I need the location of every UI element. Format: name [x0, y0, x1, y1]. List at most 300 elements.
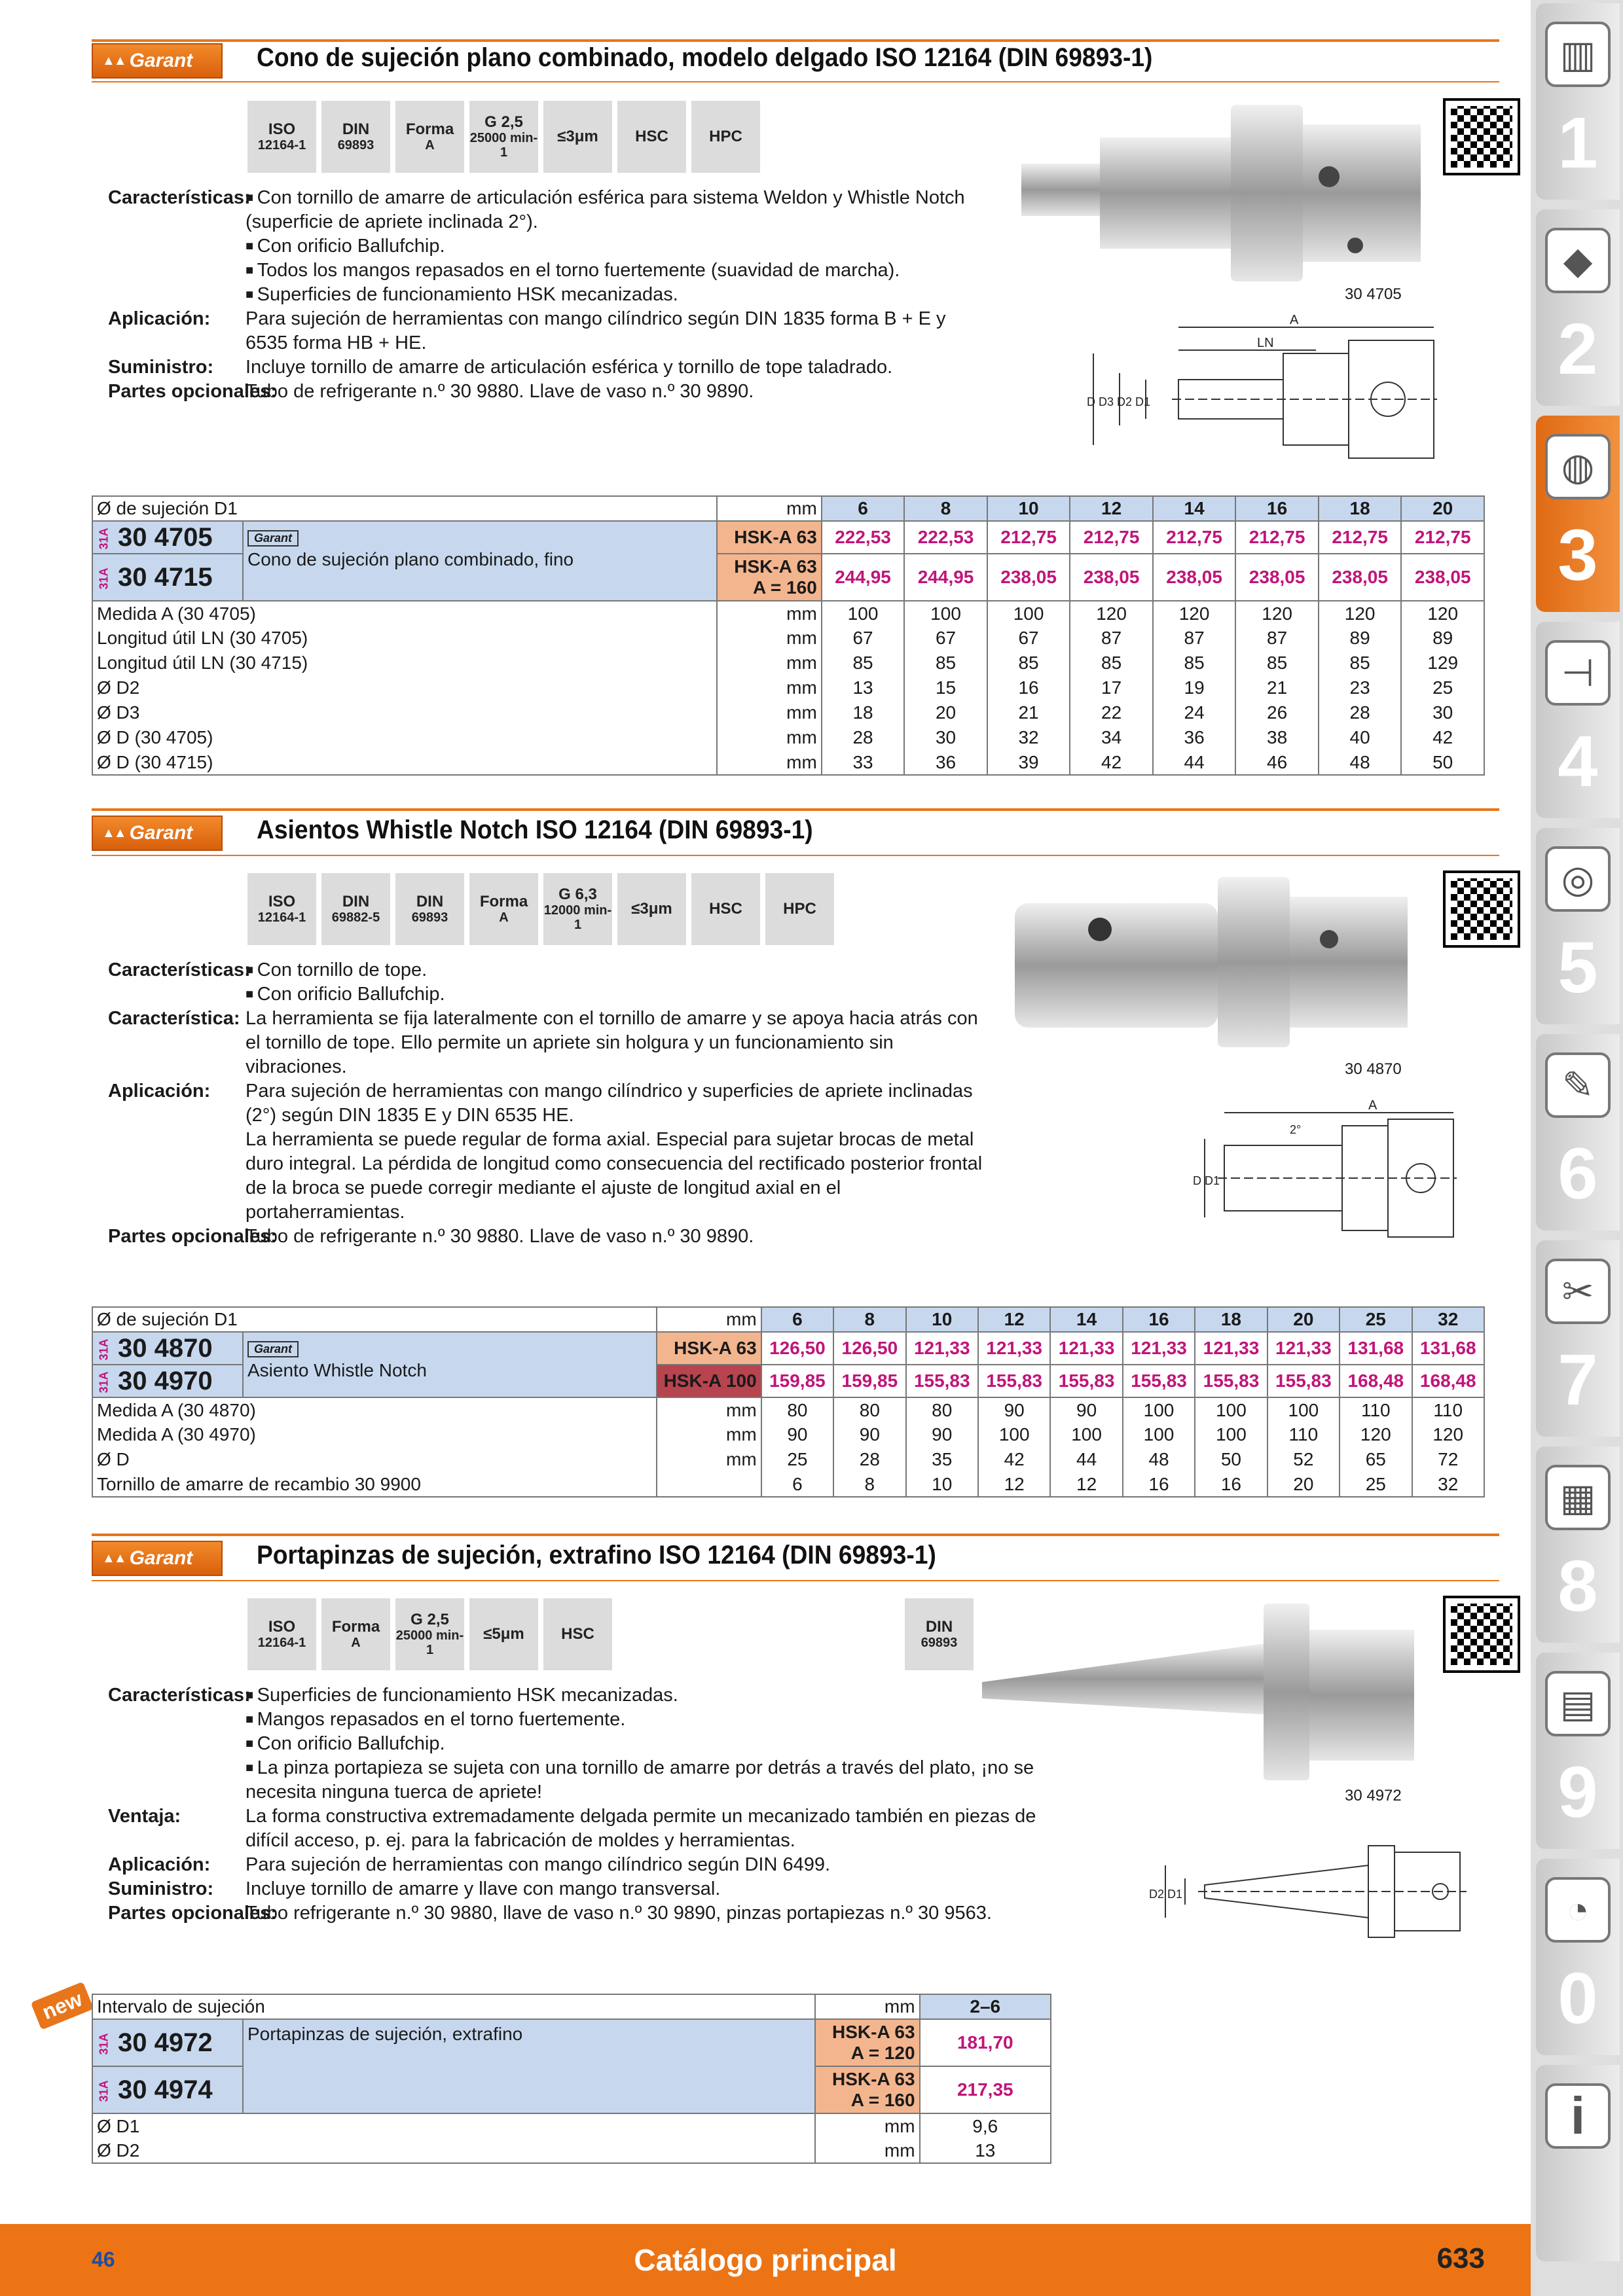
property-value: ■ Con orificio Ballufchip.	[246, 234, 985, 259]
column-header: 18	[1319, 496, 1402, 521]
price: 155,83	[978, 1365, 1050, 1397]
column-header: 18	[1195, 1307, 1267, 1332]
spec-value: 89	[1401, 626, 1484, 651]
svg-text:2°: 2°	[1290, 1123, 1302, 1136]
spec-value: 17	[1070, 675, 1153, 700]
properties	[108, 1683, 1057, 1926]
spec-value: 23	[1319, 675, 1402, 700]
spec-value: 30	[904, 725, 987, 750]
article-row	[92, 2019, 1051, 2066]
hsk-interface: HSK-A 63 A = 120	[815, 2019, 920, 2066]
spec-value: 52	[1267, 1447, 1340, 1472]
article-description	[243, 2019, 815, 2113]
badge-line-1: HSC	[709, 899, 742, 918]
availability-tag: 31A	[97, 567, 111, 589]
spec-value: 100	[1123, 1397, 1195, 1422]
badge-line-2: 12000 min-1	[543, 903, 612, 933]
garant-logo: ▲▲ Garant	[92, 816, 223, 851]
spec-value: 20	[904, 700, 987, 725]
spec-value: 120	[1153, 601, 1236, 626]
property-value: Para sujeción de herramientas con mango cilíndrico y superficies de apriete inclinadas (2°) según DIN 1835 E y DIN 6535 HE.	[246, 1081, 973, 1126]
svg-text:D D3 D2 D1: D D3 D2 D1	[1087, 395, 1151, 408]
spec-row	[92, 750, 1484, 775]
garant-logo: ▲▲ Garant	[92, 1541, 223, 1576]
badge-line-1: Forma	[405, 120, 454, 138]
price: 121,33	[906, 1332, 978, 1365]
spec-unit: mm	[717, 750, 822, 775]
spec-value: 80	[833, 1397, 905, 1422]
spec-value: 85	[904, 651, 987, 675]
price: 238,05	[1235, 554, 1319, 601]
property-value: ■ Todos los mangos repasados en el torno fuertemente (suavidad de marcha).	[246, 259, 985, 283]
price: 121,33	[978, 1332, 1050, 1365]
spec-badge	[617, 873, 686, 945]
svg-text:LN: LN	[1257, 336, 1274, 350]
property-label: Ventaja:	[108, 1806, 181, 1827]
spec-unit: mm	[657, 1422, 761, 1447]
spec-row	[92, 700, 1484, 725]
unit-label: mm	[815, 1994, 920, 2019]
price: 121,33	[1267, 1332, 1340, 1365]
spec-value: 85	[822, 651, 905, 675]
property-row	[108, 1683, 1057, 1708]
spec-badge	[765, 873, 834, 945]
price: 222,53	[904, 521, 987, 554]
article-caption: 30 4972	[1345, 1787, 1402, 1804]
spec-row	[92, 601, 1484, 626]
price: 168,48	[1412, 1365, 1485, 1397]
badge-line-2: 12164-1	[257, 138, 306, 153]
property-value: ■ Con tornillo de amarre de articulación esférica para sistema Weldon y Whistle Notch (superficie de apriete inclinada 2°).	[246, 186, 985, 234]
spec-value: 30	[1401, 700, 1484, 725]
chapter-0-icon: ◔	[1545, 1877, 1611, 1943]
spec-value: 21	[1235, 675, 1319, 700]
property-label: Suministro:	[108, 1878, 214, 1899]
product-photo	[976, 1597, 1427, 1787]
property-row	[108, 234, 985, 259]
property-value: Tubo de refrigerante n.º 30 9880. Llave de vaso n.º 30 9890.	[246, 381, 754, 402]
spec-label: Ø D (30 4705)	[92, 725, 717, 750]
spec-unit: mm	[717, 675, 822, 700]
property-value: La herramienta se fija lateralmente con el tornillo de amarre y se apoya hacia atrás con el tornillo de tope. Ello permite un apriete sin holgura y un funcionamiento sin vibraciones.	[246, 1008, 978, 1077]
column-header: 12	[1070, 496, 1153, 521]
property-value: ■ Mangos repasados en el torno fuertemente.	[246, 1708, 1057, 1732]
article-number	[92, 1365, 243, 1397]
chapter-tab-i[interactable]	[1536, 2065, 1620, 2261]
badge-row	[247, 873, 834, 945]
spec-value: 80	[761, 1397, 833, 1422]
chapter-number: 6	[1558, 1134, 1598, 1214]
chapter-tab-2[interactable]	[1536, 209, 1620, 406]
spec-row	[92, 1472, 1484, 1497]
spec-value: 85	[1319, 651, 1402, 675]
availability-tag: 31A	[97, 2032, 111, 2054]
property-row	[108, 259, 985, 283]
spec-value: 34	[1070, 725, 1153, 750]
section-title: Cono de sujeción plano combinado, modelo delgado ISO 12164 (DIN 69893-1)	[257, 43, 1153, 72]
spec-value: 22	[1070, 700, 1153, 725]
price: 126,50	[761, 1332, 833, 1365]
badge-line-2: 12164-1	[257, 1636, 306, 1651]
table-header-row	[92, 1994, 1051, 2019]
spec-value: 25	[1401, 675, 1484, 700]
spec-value: 89	[1319, 626, 1402, 651]
spec-value: 100	[1195, 1422, 1267, 1447]
spec-value: 120	[1401, 601, 1484, 626]
spec-value: 85	[1070, 651, 1153, 675]
article-caption: 30 4705	[1345, 285, 1402, 303]
chapter-8-icon: ▦	[1545, 1465, 1611, 1530]
article-no: 30 4715	[118, 562, 213, 592]
spec-value: 16	[987, 675, 1070, 700]
article-number	[92, 2066, 243, 2113]
chapter-tab-6[interactable]	[1536, 1034, 1620, 1230]
spec-unit: mm	[657, 1447, 761, 1472]
technical-drawing	[1080, 314, 1447, 484]
properties	[108, 186, 985, 404]
property-row	[108, 1877, 1057, 1901]
spec-value: 25	[1340, 1472, 1412, 1497]
price: 238,05	[1153, 554, 1236, 601]
property-label	[108, 1756, 246, 1804]
din-badge: DIN 69893	[905, 1598, 974, 1670]
spec-value: 87	[1070, 626, 1153, 651]
garant-mini-logo: Garant	[247, 530, 299, 547]
availability-tag: 31A	[97, 1371, 111, 1393]
chapter-tab-8[interactable]	[1536, 1446, 1620, 1643]
price: 238,05	[1319, 554, 1402, 601]
property-label: Características:	[108, 187, 251, 208]
spec-badge	[321, 873, 390, 945]
spec-value: 90	[978, 1397, 1050, 1422]
spec-badge	[617, 101, 686, 173]
property-label	[108, 1708, 246, 1732]
chapter-tab-9[interactable]	[1536, 1653, 1620, 1849]
hsk-interface: HSK-A 100	[657, 1365, 761, 1397]
price: 155,83	[906, 1365, 978, 1397]
property-row	[108, 1853, 1057, 1877]
property-value: ■ Con orificio Ballufchip.	[246, 1732, 1057, 1756]
spec-unit: mm	[717, 651, 822, 675]
page-number-right: 633	[1436, 2242, 1485, 2274]
property-label: Característica:	[108, 1008, 240, 1029]
spec-label: Ø D3	[92, 700, 717, 725]
spec-value: 32	[987, 725, 1070, 750]
article-no: 30 4870	[118, 1333, 213, 1363]
column-header-label: Ø de sujeción D1	[92, 1307, 657, 1332]
property-label	[108, 283, 246, 307]
price: 217,35	[920, 2066, 1051, 2113]
garant-logo: ▲▲ Garant	[92, 43, 223, 79]
price: 212,75	[1319, 521, 1402, 554]
column-header: 6	[822, 496, 905, 521]
article-table-3	[92, 1994, 1051, 2164]
spec-value: 13	[920, 2138, 1051, 2163]
column-header: 6	[761, 1307, 833, 1332]
chapter-1-icon: ▥	[1545, 22, 1611, 87]
spec-value: 87	[1153, 626, 1236, 651]
spec-value: 33	[822, 750, 905, 775]
svg-text:A: A	[1368, 1100, 1377, 1113]
property-label: Partes opcionales:	[108, 381, 277, 402]
price: 181,70	[920, 2019, 1051, 2066]
technical-drawing	[1146, 1826, 1473, 1957]
badge-line-1: G 2,5	[410, 1610, 449, 1628]
price: 159,85	[761, 1365, 833, 1397]
chapter-tab-0[interactable]	[1536, 1859, 1620, 2055]
column-header: 8	[833, 1307, 905, 1332]
price: 212,75	[1401, 521, 1484, 554]
property-row	[108, 1708, 1057, 1732]
spec-row	[92, 1422, 1484, 1447]
property-row	[108, 1756, 1057, 1804]
spec-value: 21	[987, 700, 1070, 725]
spec-badge	[321, 1598, 390, 1670]
availability-tag: 31A	[97, 527, 111, 549]
price: 126,50	[833, 1332, 905, 1365]
properties	[108, 958, 985, 1249]
price: 238,05	[987, 554, 1070, 601]
spec-label: Longitud útil LN (30 4715)	[92, 651, 717, 675]
chapter-number: 5	[1558, 927, 1598, 1008]
property-label	[108, 982, 246, 1007]
spec-value: 46	[1235, 750, 1319, 775]
page-number-left: 46	[92, 2248, 115, 2271]
chapter-number: 8	[1558, 1546, 1598, 1626]
price: 155,83	[1123, 1365, 1195, 1397]
chapter-number: 3	[1558, 515, 1598, 596]
property-row	[108, 283, 985, 307]
spec-row	[92, 2138, 1051, 2163]
spec-unit: mm	[717, 601, 822, 626]
spec-value: 16	[1195, 1472, 1267, 1497]
price: 121,33	[1195, 1332, 1267, 1365]
column-header: 16	[1123, 1307, 1195, 1332]
spec-value: 90	[761, 1422, 833, 1447]
property-label	[108, 1732, 246, 1756]
spec-badge	[395, 1598, 464, 1670]
spec-value: 120	[1070, 601, 1153, 626]
chapter-tab-1[interactable]	[1536, 3, 1620, 200]
spec-value: 42	[1070, 750, 1153, 775]
section-title: Portapinzas de sujeción, extrafino ISO 12164 (DIN 69893-1)	[257, 1541, 936, 1570]
description-text: Portapinzas de sujeción, extrafino	[247, 2024, 523, 2044]
spec-unit: mm	[717, 700, 822, 725]
property-row	[108, 307, 985, 355]
spec-value: 90	[833, 1422, 905, 1447]
badge-line-1: ≤3μm	[631, 899, 672, 918]
spec-row	[92, 1447, 1484, 1472]
spec-value: 100	[1195, 1397, 1267, 1422]
spec-value: 9,6	[920, 2113, 1051, 2138]
badge-line-1: ISO	[268, 892, 296, 910]
price: 238,05	[1070, 554, 1153, 601]
price: 244,95	[822, 554, 905, 601]
badge-line-2: 25000 min-1	[395, 1628, 464, 1658]
spec-value: 100	[987, 601, 1070, 626]
article-row	[92, 521, 1484, 554]
article-number	[92, 2019, 243, 2066]
spec-badge	[469, 1598, 538, 1670]
spec-value: 24	[1153, 700, 1236, 725]
badge-line-1: Forma	[331, 1617, 380, 1636]
badge-line-1: DIN	[342, 120, 370, 138]
spec-value: 85	[1235, 651, 1319, 675]
spec-badge	[469, 101, 538, 173]
spec-value: 90	[1050, 1397, 1122, 1422]
spec-value: 6	[761, 1472, 833, 1497]
column-header: 16	[1235, 496, 1319, 521]
property-value: Para sujeción de herramientas con mango cilíndrico según DIN 1835 forma B + E y 6535 forma HB + HE.	[246, 308, 946, 353]
spec-value: 36	[1153, 725, 1236, 750]
chapter-5-icon: ◎	[1545, 846, 1611, 912]
property-label: Características:	[108, 1685, 251, 1706]
spec-value: 15	[904, 675, 987, 700]
spec-value: 100	[1123, 1422, 1195, 1447]
spec-label: Medida A (30 4870)	[92, 1397, 657, 1422]
badge-line-1: ≤5μm	[483, 1624, 524, 1643]
chapter-number: 7	[1558, 1340, 1598, 1420]
spec-value: 50	[1195, 1447, 1267, 1472]
article-number	[92, 554, 243, 601]
spec-value: 65	[1340, 1447, 1412, 1472]
spec-value: 100	[904, 601, 987, 626]
price: 155,83	[1050, 1365, 1122, 1397]
chapter-i-icon	[1545, 2083, 1611, 2149]
spec-value: 50	[1401, 750, 1484, 775]
article-caption: 30 4870	[1345, 1060, 1402, 1078]
hsk-interface: HSK-A 63	[717, 521, 822, 554]
chapter-number: 9	[1558, 1752, 1598, 1833]
column-header: 10	[987, 496, 1070, 521]
footer	[0, 2224, 1531, 2296]
article-row	[92, 1332, 1484, 1365]
price: 121,33	[1050, 1332, 1122, 1365]
badge-line-1: ISO	[268, 1617, 296, 1636]
chapter-tab-5[interactable]	[1536, 828, 1620, 1024]
property-value: La herramienta se puede regular de forma axial. Especial para sujetar brocas de metal duro integral. La pérdida de longitud como consecuencia del rectificado posterior frontal de la broca se puede corregir mediante el ajuste de longitud axial en el portaherramientas.	[246, 1129, 983, 1223]
spec-value: 39	[987, 750, 1070, 775]
column-header: 8	[904, 496, 987, 521]
spec-value: 120	[1340, 1422, 1412, 1447]
badge-line-2: 69882-5	[331, 910, 380, 925]
column-header: 32	[1412, 1307, 1485, 1332]
column-header: 20	[1267, 1307, 1340, 1332]
spec-value: 85	[987, 651, 1070, 675]
property-label: Partes opcionales:	[108, 1903, 277, 1924]
price: 238,05	[1401, 554, 1484, 601]
spec-value: 120	[1412, 1422, 1485, 1447]
spec-label: Medida A (30 4970)	[92, 1422, 657, 1447]
property-row	[108, 1225, 985, 1249]
spec-label: Medida A (30 4705)	[92, 601, 717, 626]
property-row	[108, 1732, 1057, 1756]
badge-line-1: ≤3μm	[557, 127, 598, 145]
spec-label: Ø D	[92, 1447, 657, 1472]
spec-badge	[321, 101, 390, 173]
spec-value: 67	[987, 626, 1070, 651]
spec-value: 100	[978, 1422, 1050, 1447]
qr-code	[1446, 873, 1518, 945]
spec-value: 67	[904, 626, 987, 651]
chapter-tab-4[interactable]	[1536, 622, 1620, 818]
info-label: i	[1570, 2087, 1586, 2145]
spec-value: 35	[906, 1447, 978, 1472]
availability-tag: 31A	[97, 1338, 111, 1360]
badge-line-2: 69893	[411, 910, 448, 925]
spec-value: 80	[906, 1397, 978, 1422]
spec-value: 110	[1412, 1397, 1485, 1422]
price: 168,48	[1340, 1365, 1412, 1397]
article-table-2	[92, 1306, 1485, 1498]
spec-value: 40	[1319, 725, 1402, 750]
chapter-2-icon: ◆	[1545, 228, 1611, 293]
property-row	[108, 1007, 985, 1079]
spec-unit: mm	[815, 2113, 920, 2138]
price: 212,75	[987, 521, 1070, 554]
spec-value: 13	[822, 675, 905, 700]
price: 159,85	[833, 1365, 905, 1397]
chapter-tab-3[interactable]	[1536, 416, 1620, 612]
property-value: Tubo refrigerante n.º 30 9880, llave de vaso n.º 30 9890, pinzas portapiezas n.º 30 9563.	[246, 1903, 992, 1924]
spec-value: 16	[1123, 1472, 1195, 1497]
spec-badge	[247, 101, 316, 173]
spec-value: 100	[1050, 1422, 1122, 1447]
badge-line-1: G 6,3	[558, 885, 597, 903]
spec-value: 18	[822, 700, 905, 725]
spec-row	[92, 725, 1484, 750]
svg-text:A: A	[1290, 314, 1299, 327]
spec-value: 85	[1153, 651, 1236, 675]
section-title: Asientos Whistle Notch ISO 12164 (DIN 69893-1)	[257, 816, 813, 844]
table-header-row	[92, 1307, 1484, 1332]
chapter-tab-7[interactable]	[1536, 1240, 1620, 1437]
spec-unit	[657, 1472, 761, 1497]
property-row	[108, 958, 985, 982]
property-label: Aplicación:	[108, 308, 211, 329]
svg-text:D2 D1: D2 D1	[1149, 1888, 1183, 1901]
chapter-number: 4	[1558, 721, 1598, 802]
garant-mini-logo: Garant	[247, 1341, 299, 1357]
property-row	[108, 982, 985, 1007]
badge-line-1: HPC	[783, 899, 816, 918]
chapter-9-icon: ▤	[1545, 1671, 1611, 1736]
spec-value: 110	[1340, 1397, 1412, 1422]
unit-label: mm	[717, 496, 822, 521]
spec-badge	[543, 1598, 612, 1670]
property-value: ■ Con tornillo de tope.	[246, 958, 985, 982]
badge-line-2: A	[499, 910, 509, 925]
column-header: 20	[1401, 496, 1484, 521]
article-number	[92, 521, 243, 554]
spec-row	[92, 675, 1484, 700]
spec-label: Ø D2	[92, 675, 717, 700]
property-label: Partes opcionales:	[108, 1226, 277, 1247]
property-label: Aplicación:	[108, 1081, 211, 1102]
column-header: 14	[1050, 1307, 1122, 1332]
article-no: 30 4970	[118, 1366, 213, 1395]
property-value: Incluye tornillo de amarre de articulación esférica y tornillo de tope taladrado.	[246, 357, 893, 378]
property-value: Incluye tornillo de amarre y llave con mango transversal.	[246, 1878, 721, 1899]
property-label: Aplicación:	[108, 1854, 211, 1875]
badge-line-1: DIN	[342, 892, 370, 910]
chapter-number: 2	[1558, 309, 1598, 389]
column-header: 25	[1340, 1307, 1412, 1332]
spec-value: 28	[833, 1447, 905, 1472]
article-description	[243, 521, 717, 601]
badge-line-1: HSC	[561, 1624, 594, 1643]
new-badge: new	[31, 1981, 94, 2030]
